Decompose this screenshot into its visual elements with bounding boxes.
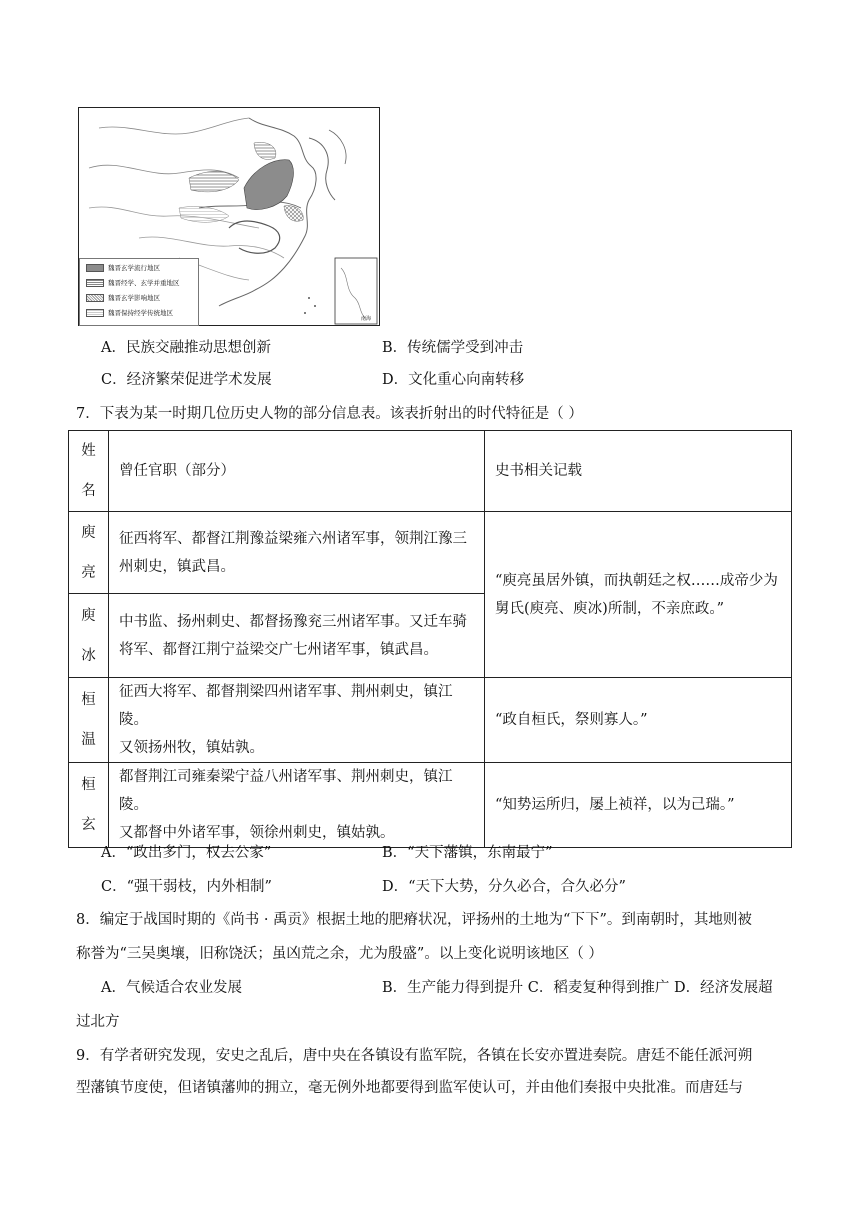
figures-table: [68, 430, 792, 848]
name-char: 冰: [81, 647, 96, 664]
q7-option-c: C．“强干弱枝，内外相制”: [101, 879, 272, 895]
q7-stem: 7．下表为某一时期几位历史人物的部分信息表。该表折射出的时代特征是（ ）: [76, 406, 583, 422]
map-legend: [79, 258, 199, 326]
name-char: 庾: [81, 607, 96, 624]
q7-option-d: D．“天下大势，分久必合，合久必分”: [382, 879, 626, 895]
q7-option-b: B．“天下藩镇，东南最宁”: [382, 845, 553, 861]
name-cell: [69, 678, 109, 763]
table-row: [69, 763, 792, 848]
legend-item: [86, 279, 180, 287]
header-posts: 曾任官职（部分）: [109, 431, 485, 512]
name-char: 桓: [81, 692, 96, 708]
table-row: [69, 512, 792, 594]
posts-line: 征西大将军、都督荆梁四州诸军事、荆州刺史，镇江陵。: [119, 684, 453, 728]
q6-option-b: B．传统儒学受到冲击: [382, 340, 524, 356]
q9-stem-line-2: 型藩镇节度使，但诸镇藩帅的拥立，毫无例外地都要得到监军使认可，并由他们奏报中央批准。而唐廷与: [76, 1080, 743, 1096]
name-cell: [69, 512, 109, 594]
posts-cell: [109, 678, 485, 763]
posts-line: 将军、都督江荆宁益梁交广七州诸军事，镇武昌。: [119, 641, 438, 658]
q8-stem-line-1: 8．编定于战国时期的《尚书 · 禹贡》根据土地的肥瘠状况，评扬州的土地为“下下”。到南朝时，其地则被: [76, 912, 752, 928]
name-cell: [69, 594, 109, 678]
posts-line: 又都督中外诸军事，领徐州刺史，镇姑孰。: [119, 825, 395, 841]
legend-swatch-cross: [86, 294, 104, 302]
posts-line: 都督荆江司雍秦梁宁益八州诸军事、荆州刺史，镇江陵。: [119, 769, 453, 813]
name-char: 亮: [81, 564, 96, 581]
q8-stem-line-2: 称誉为“三吴奥壤，旧称饶沃；虽凶荒之余，尤为殷盛”。以上变化说明该地区（ ）: [76, 946, 603, 962]
name-char: 玄: [81, 817, 96, 833]
legend-item: [86, 309, 173, 317]
legend-item: [86, 294, 160, 302]
legend-label: 魏晋玄学影响地区: [108, 294, 160, 302]
posts-line: 州刺史，镇武昌。: [119, 558, 235, 575]
q7-option-a: A．“政出多门，权去公家”: [101, 845, 272, 861]
posts-line: 征西将军、都督江荆豫益梁雍六州诸军事，领荆江豫三: [119, 530, 467, 547]
legend-item: [86, 264, 160, 272]
header-records: 史书相关记载: [485, 431, 792, 512]
legend-swatch-light: [86, 309, 104, 317]
legend-swatch-hatch: [86, 279, 104, 287]
posts-line: 中书监、扬州刺史、都督扬豫兖三州诸军事。又迁车骑: [119, 613, 467, 630]
header-name-1: 姓: [81, 443, 96, 459]
q6-option-d: D．文化重心向南转移: [382, 372, 525, 388]
legend-label: 魏晋保持经学传统地区: [108, 309, 173, 317]
q6-option-c: C．经济繁荣促进学术发展: [101, 372, 272, 388]
q8-option-a: A．气候适合农业发展: [101, 980, 242, 996]
name-char: 温: [81, 732, 96, 748]
header-name-2: 名: [81, 483, 96, 499]
table-header-row: [69, 431, 792, 512]
header-name: [69, 431, 109, 512]
legend-label: 魏晋经学、玄学并重地区: [108, 279, 180, 287]
q8-option-wrap: 过北方: [76, 1014, 120, 1030]
posts-line: 又领扬州牧，镇姑孰。: [119, 740, 264, 756]
legend-label: 魏晋玄学流行地区: [108, 264, 160, 272]
name-char: 庾: [81, 524, 96, 541]
name-cell: [69, 763, 109, 848]
name-char: 桓: [81, 777, 96, 793]
record-cell-yu: [485, 512, 792, 678]
posts-cell: [109, 512, 485, 594]
record-cell-huan-xuan: “知势运所归，屡上祯祥，以为己瑞。”: [485, 763, 792, 848]
historical-map: [78, 107, 380, 326]
q9-stem-line-1: 9．有学者研究发现，安史之乱后，唐中央在各镇设有监军院，各镇在长安亦置进奏院。唐廷不能任派河朔: [76, 1048, 753, 1064]
q8-option-b-c-d: B．生产能力得到提升 C．稻麦复种得到推广 D．经济发展超: [382, 980, 773, 996]
record-line: 舅氏(庾亮、庾冰)所制，不亲庶政。”: [495, 600, 724, 617]
posts-cell: [109, 594, 485, 678]
table-row: [69, 678, 792, 763]
posts-cell: [109, 763, 485, 848]
record-line: “庾亮虽居外镇，而执朝廷之权……成帝少为: [495, 572, 778, 589]
inset-label: 南海: [361, 316, 372, 322]
legend-swatch-solid: [86, 264, 104, 272]
q6-option-a: A．民族交融推动思想创新: [101, 340, 271, 356]
record-cell-huan-wen: “政自桓氏，祭则寡人。”: [485, 678, 792, 763]
